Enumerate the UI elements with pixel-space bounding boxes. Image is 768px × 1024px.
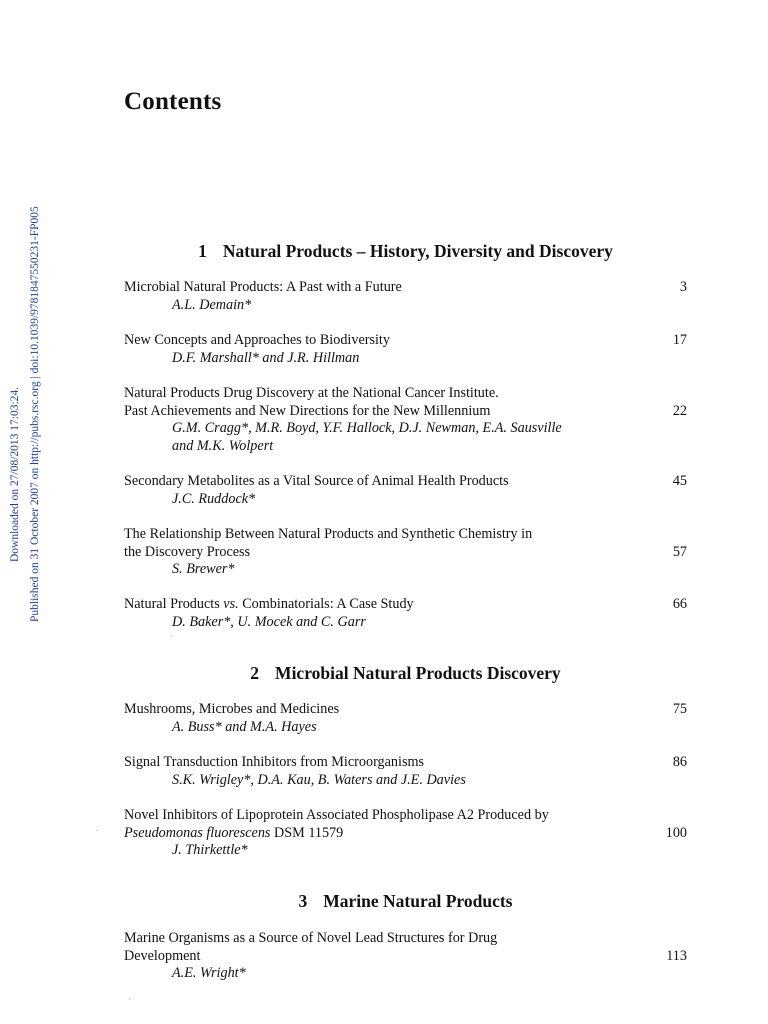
entry-title: Signal Transduction Inhibitors from Microorganisms — [124, 754, 425, 770]
entry-title: Development — [124, 947, 201, 964]
publication-link[interactable]: Published on 31 October 2007 on http://pubs.rsc.org | doi:10.1039/9781847550231-FP005 — [29, 206, 41, 622]
entry-page-number: 75 — [672, 701, 687, 717]
entry-authors: and M.K. Wolpert — [172, 437, 274, 454]
toc-entry[interactable] — [124, 279, 687, 314]
entry-authors: D.F. Marshall* and J.R. Hillman — [172, 349, 360, 366]
toc-entry[interactable] — [124, 754, 687, 789]
scan-speck: · — [128, 995, 132, 1006]
entry-title: Natural Products Drug Discovery at the National Cancer Institute. — [124, 385, 499, 401]
entry-page-number: 45 — [672, 473, 687, 489]
entry-page-number: 86 — [672, 754, 687, 770]
section-title: Natural Products – History, Diversity and Discovery — [222, 241, 613, 261]
section-title: Microbial Natural Products Discovery — [275, 663, 561, 683]
entry-title: Natural Products vs. Combinatorials: A Case Study — [124, 596, 414, 612]
entry-title: Past Achievements and New Directions for the New Millennium — [124, 402, 491, 419]
entry-authors: A.L. Demain* — [172, 296, 252, 313]
toc-entry[interactable] — [124, 701, 687, 736]
entry-page-number: 100 — [665, 824, 687, 841]
entry-title: Marine Organisms as a Source of Novel Lead Structures for Drug — [124, 930, 498, 946]
entry-authors: J. Thirkettle* — [172, 842, 248, 858]
entry-authors: A. Buss* and M.A. Hayes — [172, 718, 317, 735]
toc-entry[interactable] — [124, 473, 687, 508]
entry-page-number: 57 — [672, 543, 687, 560]
entry-page-number: 3 — [679, 279, 687, 295]
entry-title: Novel Inhibitors of Lipoprotein Associated Phospholipase A2 Produced by — [124, 807, 549, 823]
entry-authors: A.E. Wright* — [172, 965, 246, 981]
section-number: 2 — [250, 663, 260, 683]
entry-page-number: 17 — [672, 332, 687, 348]
toc-entry[interactable] — [124, 332, 687, 367]
entry-title: Secondary Metabolites as a Vital Source of Animal Health Products — [124, 473, 509, 489]
scan-speck: · — [95, 826, 99, 837]
sidebar-provenance — [0, 0, 48, 1024]
toc-entry[interactable] — [124, 526, 687, 579]
entry-authors: G.M. Cragg*, M.R. Boyd, Y.F. Hallock, D.J. Newman, E.A. Sausville — [172, 420, 562, 436]
section-heading — [124, 663, 687, 684]
scan-speck: · — [170, 632, 174, 643]
download-note: Downloaded on 27/08/2013 17:03:24. — [9, 386, 21, 562]
page-title: Contents — [124, 88, 222, 115]
entry-authors: S.K. Wrigley*, D.A. Kau, B. Waters and J.E. Davies — [172, 771, 466, 788]
toc-entry[interactable] — [124, 596, 687, 631]
toc-entry[interactable] — [124, 385, 687, 455]
section-number: 1 — [198, 241, 207, 261]
toc-entry[interactable] — [124, 807, 687, 860]
entry-page-number: 66 — [672, 596, 687, 612]
entry-authors: D. Baker*, U. Mocek and C. Garr — [172, 613, 366, 630]
entry-title: Mushrooms, Microbes and Medicines — [124, 701, 340, 717]
entry-title: Pseudomonas fluorescens DSM 11579 — [124, 824, 344, 841]
entry-title: the Discovery Process — [124, 543, 251, 560]
section-heading — [124, 241, 687, 262]
entry-page-number: 22 — [672, 402, 687, 419]
entry-title: Microbial Natural Products: A Past with a Future — [124, 279, 402, 295]
entry-title: The Relationship Between Natural Products and Synthetic Chemistry in — [124, 526, 533, 542]
section-number: 3 — [298, 891, 308, 911]
section-heading — [124, 891, 687, 912]
entry-authors: S. Brewer* — [172, 561, 235, 577]
toc-entry[interactable] — [124, 930, 687, 983]
section-title: Marine Natural Products — [323, 891, 513, 911]
entry-page-number: 113 — [666, 947, 687, 964]
entry-authors: J.C. Ruddock* — [172, 490, 256, 507]
entry-title: New Concepts and Approaches to Biodiversity — [124, 332, 390, 348]
